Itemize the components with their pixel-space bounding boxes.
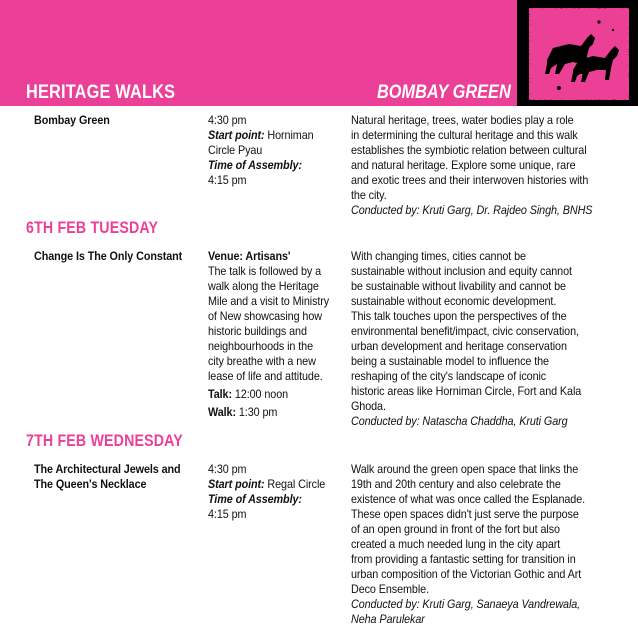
event-time: 4:30 pm (208, 113, 247, 127)
description-line: urban development and heritage conservation (351, 339, 567, 353)
event-details (208, 113, 350, 188)
header-banner (0, 0, 638, 106)
event-series-title: BOMBAY GREEN (377, 82, 511, 103)
description-line: be sustainable without livability and cannot be (351, 279, 566, 293)
walk-label: Walk: (208, 405, 236, 419)
logo (517, 0, 638, 106)
description-line: the city. (351, 188, 387, 202)
talk-time: 12:00 noon (234, 387, 289, 401)
event-title-line: The Architectural Jewels and (34, 462, 181, 476)
event-description (351, 113, 613, 218)
description-line: establishes the symbiotic relation between cultural (351, 143, 587, 157)
start-point-value: Horniman (267, 128, 314, 142)
start-point-label: Start point: (208, 477, 265, 491)
event-title-text: Bombay Green (34, 113, 110, 127)
event-description (351, 462, 613, 627)
description-line: sustainable without inclusion and equity cannot (351, 264, 572, 278)
start-point-value: Regal Circle (267, 477, 326, 491)
venue-line: Mile and a visit to Ministry (208, 294, 330, 308)
horses-logo-icon (529, 8, 629, 100)
conducted-by: Conducted by: Kruti Garg, Dr. Rajdeo Singh, BNHS (351, 203, 593, 217)
description-line: reshaping of the city's landscape of iconic (351, 369, 547, 383)
description-line: and exotic trees and their interwoven histories with (351, 173, 589, 187)
venue-line: walk along the Heritage (208, 279, 319, 293)
event-title (34, 249, 202, 264)
description-line: This talk touches upon the perspectives of the (351, 309, 567, 323)
venue-line: historic buildings and (208, 324, 307, 338)
description-line: and natural heritage. Explore some unique, rare (351, 158, 576, 172)
section-title: HERITAGE WALKS (26, 82, 176, 103)
date-heading: 6TH FEB TUESDAY (26, 219, 159, 237)
description-line: existence of what was once called the Esplanade. (351, 492, 586, 506)
venue-line: lease of life and attitude. (208, 369, 323, 383)
start-point-value-cont: Circle Pyau (208, 143, 263, 157)
description-line: With changing times, cities cannot be (351, 249, 526, 263)
description-line: urban composition of the Victorian Gothic and Art (351, 567, 582, 581)
talk-label: Talk: (208, 387, 232, 401)
venue-label: Venue: Artisans' (208, 249, 291, 263)
description-line: in determining the cultural heritage and this walk (351, 128, 578, 142)
description-line: Natural heritage, trees, water bodies play a role (351, 113, 574, 127)
description-line: being a sustainable model to influence the (351, 354, 549, 368)
conducted-by: Conducted by: Natascha Chaddha, Kruti Garg (351, 414, 568, 428)
event-title (34, 113, 202, 128)
description-line: sustainable without economic development. (351, 294, 557, 308)
conducted-by: Conducted by: Kruti Garg, Sanaeya Vandrewala, (351, 597, 581, 611)
venue-line: city breathe with a new (208, 354, 316, 368)
description-line: Walk around the green open space that links the (351, 462, 579, 476)
event-title-line: The Queen's Necklace (34, 477, 147, 491)
assembly-label: Time of Assembly: (208, 492, 302, 506)
description-line: 19th and 20th century and also celebrate the (351, 477, 561, 491)
event-details (208, 249, 350, 420)
description-line: Deco Ensemble. (351, 582, 429, 596)
assembly-label: Time of Assembly: (208, 158, 302, 172)
venue-line: The talk is followed by a (208, 264, 322, 278)
event-description (351, 249, 613, 429)
start-point-label: Start point: (208, 128, 265, 142)
description-line: environmental benefit/impact, civic conservation, (351, 324, 579, 338)
conducted-by: Neha Parulekar (351, 612, 425, 626)
venue-line: of New showcasing how (208, 309, 322, 323)
description-line: from providing a fantastic setting for transition in (351, 552, 576, 566)
event-title-text: Change Is The Only Constant (34, 249, 183, 263)
description-line: of an open ground in front of the fort but also (351, 522, 560, 536)
event-title (34, 462, 202, 492)
walk-time: 1:30 pm (238, 405, 278, 419)
assembly-time: 4:15 pm (208, 507, 247, 521)
description-line: created a much needed lung in the city apart (351, 537, 561, 551)
description-line: historic areas like Horniman Circle, Fort and Kala (351, 384, 582, 398)
event-time: 4:30 pm (208, 462, 247, 476)
description-line: These open spaces didn't just serve the purpose (351, 507, 579, 521)
assembly-time: 4:15 pm (208, 173, 247, 187)
venue-line: neighbourhoods in the (208, 339, 314, 353)
description-line: Ghoda. (351, 399, 386, 413)
event-details (208, 462, 350, 522)
date-heading: 7TH FEB WEDNESDAY (26, 432, 183, 450)
